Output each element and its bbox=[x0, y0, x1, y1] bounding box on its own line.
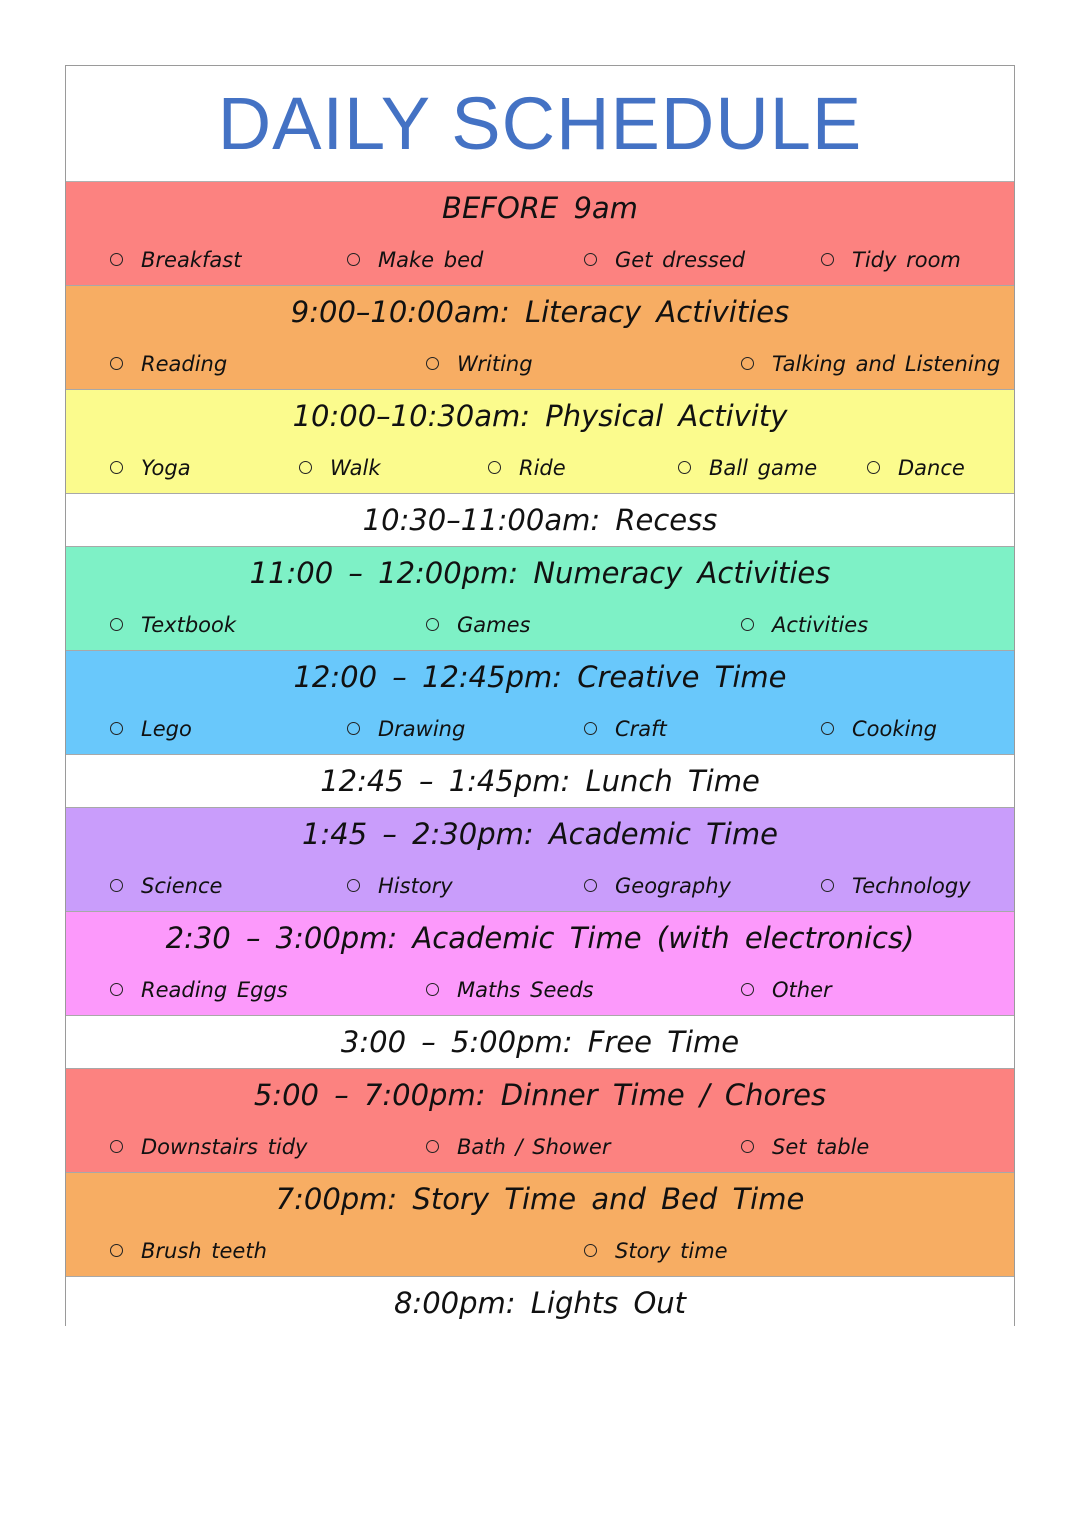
activity-label: Story time bbox=[615, 1238, 728, 1263]
schedule-block bbox=[66, 547, 1014, 651]
activity-item bbox=[584, 874, 731, 898]
activity-item bbox=[426, 1135, 610, 1159]
activity-label: Ball game bbox=[709, 455, 818, 480]
schedule-block bbox=[66, 390, 1014, 494]
block-heading: 11:00 – 12:00pm: Numeracy Activities bbox=[249, 556, 831, 590]
activity-label: Brush teeth bbox=[141, 1238, 267, 1263]
activity-label: Reading bbox=[141, 351, 228, 376]
circle-bullet-icon bbox=[426, 1140, 439, 1153]
circle-bullet-icon bbox=[584, 722, 597, 735]
circle-bullet-icon bbox=[678, 461, 691, 474]
schedule-sections bbox=[66, 182, 1014, 1329]
activity-row bbox=[66, 703, 1014, 754]
circle-bullet-icon bbox=[426, 618, 439, 631]
page-title: DAILY SCHEDULE bbox=[66, 66, 1014, 182]
schedule-block bbox=[66, 1173, 1014, 1277]
activity-item bbox=[347, 874, 453, 898]
schedule-sheet bbox=[65, 65, 1015, 1326]
activity-label: Talking and Listening bbox=[772, 351, 1001, 376]
activity-item bbox=[110, 1135, 307, 1159]
activity-row bbox=[66, 234, 1014, 285]
block-heading: 10:30–11:00am: Recess bbox=[362, 503, 718, 537]
circle-bullet-icon bbox=[299, 461, 312, 474]
schedule-block bbox=[66, 182, 1014, 286]
circle-bullet-icon bbox=[110, 1244, 123, 1257]
activity-item bbox=[584, 717, 667, 741]
activity-label: Cooking bbox=[852, 716, 937, 741]
activity-label: Dance bbox=[898, 455, 965, 480]
activity-item bbox=[110, 874, 222, 898]
circle-bullet-icon bbox=[426, 983, 439, 996]
circle-bullet-icon bbox=[347, 253, 360, 266]
activity-label: Tidy room bbox=[852, 247, 961, 272]
activity-label: Technology bbox=[852, 873, 971, 898]
activity-item bbox=[488, 456, 566, 480]
schedule-block bbox=[66, 1069, 1014, 1173]
activity-item bbox=[110, 352, 227, 376]
activity-label: Make bed bbox=[378, 247, 484, 272]
activity-item bbox=[741, 1135, 869, 1159]
activity-label: Textbook bbox=[141, 612, 237, 637]
activity-item bbox=[821, 248, 961, 272]
circle-bullet-icon bbox=[426, 357, 439, 370]
circle-bullet-icon bbox=[488, 461, 501, 474]
activity-label: Walk bbox=[330, 455, 381, 480]
activity-row bbox=[66, 1121, 1014, 1172]
block-heading: 3:00 – 5:00pm: Free Time bbox=[340, 1025, 740, 1059]
block-heading: 12:45 – 1:45pm: Lunch Time bbox=[320, 764, 760, 798]
schedule-block bbox=[66, 286, 1014, 390]
activity-label: Lego bbox=[141, 716, 192, 741]
activity-item bbox=[347, 248, 483, 272]
activity-label: Breakfast bbox=[141, 247, 242, 272]
circle-bullet-icon bbox=[110, 618, 123, 631]
schedule-block bbox=[66, 494, 1014, 547]
activity-row bbox=[66, 1225, 1014, 1276]
block-heading: 5:00 – 7:00pm: Dinner Time / Chores bbox=[253, 1078, 827, 1112]
circle-bullet-icon bbox=[110, 879, 123, 892]
activity-item bbox=[821, 717, 937, 741]
activity-label: Drawing bbox=[378, 716, 466, 741]
schedule-block bbox=[66, 1016, 1014, 1069]
schedule-block bbox=[66, 912, 1014, 1016]
circle-bullet-icon bbox=[584, 253, 597, 266]
circle-bullet-icon bbox=[584, 1244, 597, 1257]
schedule-block bbox=[66, 808, 1014, 912]
activity-row bbox=[66, 964, 1014, 1015]
activity-item bbox=[426, 978, 594, 1002]
activity-item bbox=[678, 456, 817, 480]
circle-bullet-icon bbox=[110, 983, 123, 996]
circle-bullet-icon bbox=[110, 1140, 123, 1153]
activity-item bbox=[110, 717, 192, 741]
block-heading: 10:00–10:30am: Physical Activity bbox=[292, 399, 788, 433]
activity-item bbox=[741, 352, 1000, 376]
activity-item bbox=[821, 874, 971, 898]
circle-bullet-icon bbox=[741, 618, 754, 631]
circle-bullet-icon bbox=[867, 461, 880, 474]
activity-item bbox=[110, 1239, 267, 1263]
block-heading: 12:00 – 12:45pm: Creative Time bbox=[293, 660, 787, 694]
circle-bullet-icon bbox=[347, 722, 360, 735]
circle-bullet-icon bbox=[741, 1140, 754, 1153]
circle-bullet-icon bbox=[821, 722, 834, 735]
activity-item bbox=[110, 613, 236, 637]
schedule-block bbox=[66, 651, 1014, 755]
circle-bullet-icon bbox=[821, 253, 834, 266]
activity-label: Maths Seeds bbox=[457, 977, 594, 1002]
activity-item bbox=[299, 456, 380, 480]
activity-item bbox=[867, 456, 965, 480]
activity-item bbox=[110, 978, 288, 1002]
activity-label: Reading Eggs bbox=[141, 977, 288, 1002]
schedule-block bbox=[66, 1277, 1014, 1329]
block-heading: BEFORE 9am bbox=[442, 191, 638, 225]
circle-bullet-icon bbox=[821, 879, 834, 892]
circle-bullet-icon bbox=[110, 357, 123, 370]
activity-row bbox=[66, 599, 1014, 650]
activity-label: Bath / Shower bbox=[457, 1134, 611, 1159]
activity-label: Ride bbox=[519, 455, 566, 480]
activity-label: Yoga bbox=[141, 455, 191, 480]
activity-item bbox=[741, 978, 832, 1002]
activity-label: Science bbox=[141, 873, 223, 898]
activity-item bbox=[741, 613, 868, 637]
activity-label: Other bbox=[772, 977, 832, 1002]
circle-bullet-icon bbox=[741, 357, 754, 370]
activity-row bbox=[66, 338, 1014, 389]
block-heading: 2:30 – 3:00pm: Academic Time (with electronics) bbox=[165, 921, 915, 955]
activity-label: Writing bbox=[457, 351, 533, 376]
block-heading: 9:00–10:00am: Literacy Activities bbox=[290, 295, 790, 329]
block-heading: 1:45 – 2:30pm: Academic Time bbox=[302, 817, 778, 851]
block-heading: 7:00pm: Story Time and Bed Time bbox=[275, 1182, 805, 1216]
activity-item bbox=[347, 717, 465, 741]
activity-label: Games bbox=[457, 612, 531, 637]
activity-item bbox=[110, 248, 241, 272]
circle-bullet-icon bbox=[741, 983, 754, 996]
activity-item bbox=[110, 456, 191, 480]
circle-bullet-icon bbox=[110, 722, 123, 735]
activity-label: Get dressed bbox=[615, 247, 746, 272]
activity-label: Downstairs tidy bbox=[141, 1134, 308, 1159]
activity-row bbox=[66, 442, 1014, 493]
activity-label: History bbox=[378, 873, 453, 898]
activity-item bbox=[426, 613, 530, 637]
activity-label: Set table bbox=[772, 1134, 870, 1159]
activity-label: Geography bbox=[615, 873, 731, 898]
circle-bullet-icon bbox=[584, 879, 597, 892]
circle-bullet-icon bbox=[347, 879, 360, 892]
block-heading: 8:00pm: Lights Out bbox=[393, 1286, 687, 1320]
circle-bullet-icon bbox=[110, 461, 123, 474]
activity-item bbox=[426, 352, 533, 376]
circle-bullet-icon bbox=[110, 253, 123, 266]
activity-item bbox=[584, 248, 745, 272]
activity-label: Craft bbox=[615, 716, 667, 741]
activity-item bbox=[584, 1239, 728, 1263]
activity-row bbox=[66, 860, 1014, 911]
schedule-block bbox=[66, 755, 1014, 808]
activity-label: Activities bbox=[772, 612, 869, 637]
